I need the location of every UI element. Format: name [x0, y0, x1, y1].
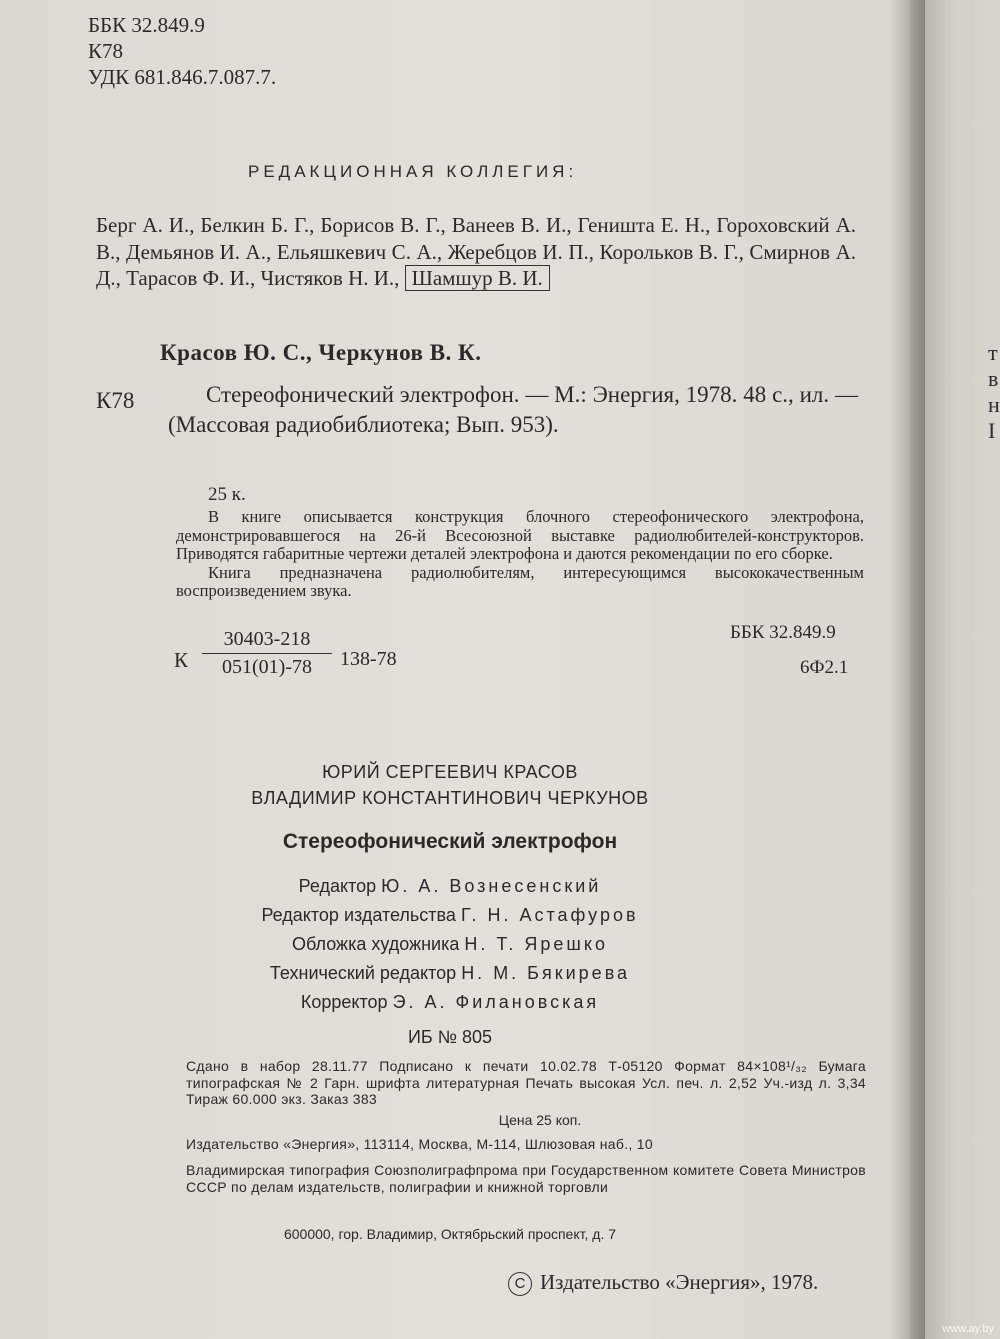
next-page-edge — [925, 0, 1000, 1339]
edge-letter: н — [988, 392, 1000, 417]
book-title: Стереофонический электрофон — [282, 830, 618, 853]
credit-label: Технический редактор — [269, 963, 457, 983]
annotation-paragraph: В книге описывается конструкция блочного стереофонического электрофона, демонстрировавшегося на 26-й Всесоюзной выставке радиолюбителей-конструкторов. Приводятся габаритные чертежи деталей электрофона и даются рекомендации по его сборке. — [176, 507, 864, 563]
board-members-text: Берг А. И., Белкин Б. Г., Борисов В. Г., Ванеев В. И., Геништа Е. Н., Гороховский А. В., Демьянов И. А., Ельяшкевич С. А., Жеребцов И. П., Корольков В. Г., Смирнов А. Д., Тарасов Ф. И., Чистяков Н. И., — [96, 213, 856, 290]
edge-letter: в — [988, 366, 999, 391]
credit-person: Ю. А. Вознесенский — [381, 876, 602, 896]
edge-letter: т — [988, 340, 998, 365]
index-code: 138-78 — [340, 648, 397, 670]
annotation-paragraph: Книга предназначена радиолюбителям, интересующимся высококачественным воспроизведением звука. — [176, 562, 864, 600]
copyright-icon: C — [508, 1272, 532, 1296]
printer-address: 600000, гор. Владимир, Октябрьский проспект, д. 7 — [283, 1226, 617, 1242]
credit-editor — [0, 876, 900, 897]
edge-letter: I — [988, 418, 996, 443]
credit-corrector — [0, 992, 900, 1013]
bbk-code: ББК 32.849.9 — [88, 13, 205, 37]
page-gutter — [890, 0, 930, 1339]
catalog-price: 25 к. — [208, 484, 246, 505]
index-fraction — [202, 628, 332, 679]
author-full-name: ВЛАДИМИР КОНСТАНТИНОВИЧ ЧЕРКУНОВ — [251, 788, 649, 808]
author-full-name: ЮРИЙ СЕРГЕЕВИЧ КРАСОВ — [322, 762, 578, 782]
catalog-class: 6Ф2.1 — [800, 657, 849, 678]
udk-code: УДК 681.846.7.087.7. — [88, 65, 277, 89]
copyright-text: Издательство «Энергия», 1978. — [540, 1270, 819, 1294]
editorial-board-members — [96, 212, 856, 292]
copyright — [508, 1270, 818, 1296]
credit-person: Э. А. Филановская — [392, 992, 600, 1012]
printer-info: Владимирская типография Союзполиграфпрома при Государственном комитете Совета Министров СССР по делам издательств, полиграфии и книжной торговли — [186, 1162, 866, 1195]
credit-publisher-editor — [0, 905, 900, 926]
catalog-description — [168, 380, 858, 440]
editorial-board-title: РЕДАКЦИОННАЯ КОЛЛЕГИЯ: — [248, 162, 578, 181]
credit-label: Редактор — [298, 876, 377, 896]
k-code: К78 — [88, 39, 124, 63]
index-numerator: 30403-218 — [223, 628, 311, 650]
catalog-bbk: ББК 32.849.9 — [730, 622, 836, 643]
index-denominator: 051(01)-78 — [202, 653, 332, 679]
catalog-k-code: К78 — [96, 388, 135, 413]
print-data: Сдано в набор 28.11.77 Подписано к печати 10.02.78 Т-05120 Формат 84×108¹/₃₂ Бумага типографская № 2 Гарн. шрифта литературная Печать высокая Усл. печ. л. 2,52 Уч.-изд л. 3,34 Тираж 60.000 экз. Заказ 383 — [186, 1058, 866, 1107]
catalog-authors: Красов Ю. С., Черкунов В. К. — [160, 340, 482, 365]
imprint-price: Цена 25 коп. — [498, 1112, 582, 1128]
credit-person: Н. М. Бякирева — [461, 963, 631, 983]
credit-label: Редактор издательства — [261, 905, 456, 925]
credit-person: Н. Т. Ярешко — [464, 934, 608, 954]
credit-person: Г. Н. Астафуров — [460, 905, 639, 925]
publisher-address: Издательство «Энергия», 113114, Москва, М-114, Шлюзовая наб., 10 — [186, 1136, 653, 1152]
index-letter: К — [174, 648, 189, 672]
annotation — [176, 508, 864, 601]
credit-label: Обложка художника — [292, 934, 460, 954]
board-member-boxed: Шамшур В. И. — [405, 265, 550, 291]
credit-technical-editor — [0, 963, 900, 984]
catalog-description-text: Стереофонический электрофон. — М.: Энергия, 1978. 48 с., ил. — (Массовая радиобиблиотека; Вып. 953). — [168, 382, 858, 437]
watermark: www.ay.by — [942, 1323, 994, 1335]
credit-label: Корректор — [300, 992, 388, 1012]
credit-cover — [0, 934, 900, 955]
ib-number: ИБ № 805 — [407, 1027, 493, 1047]
